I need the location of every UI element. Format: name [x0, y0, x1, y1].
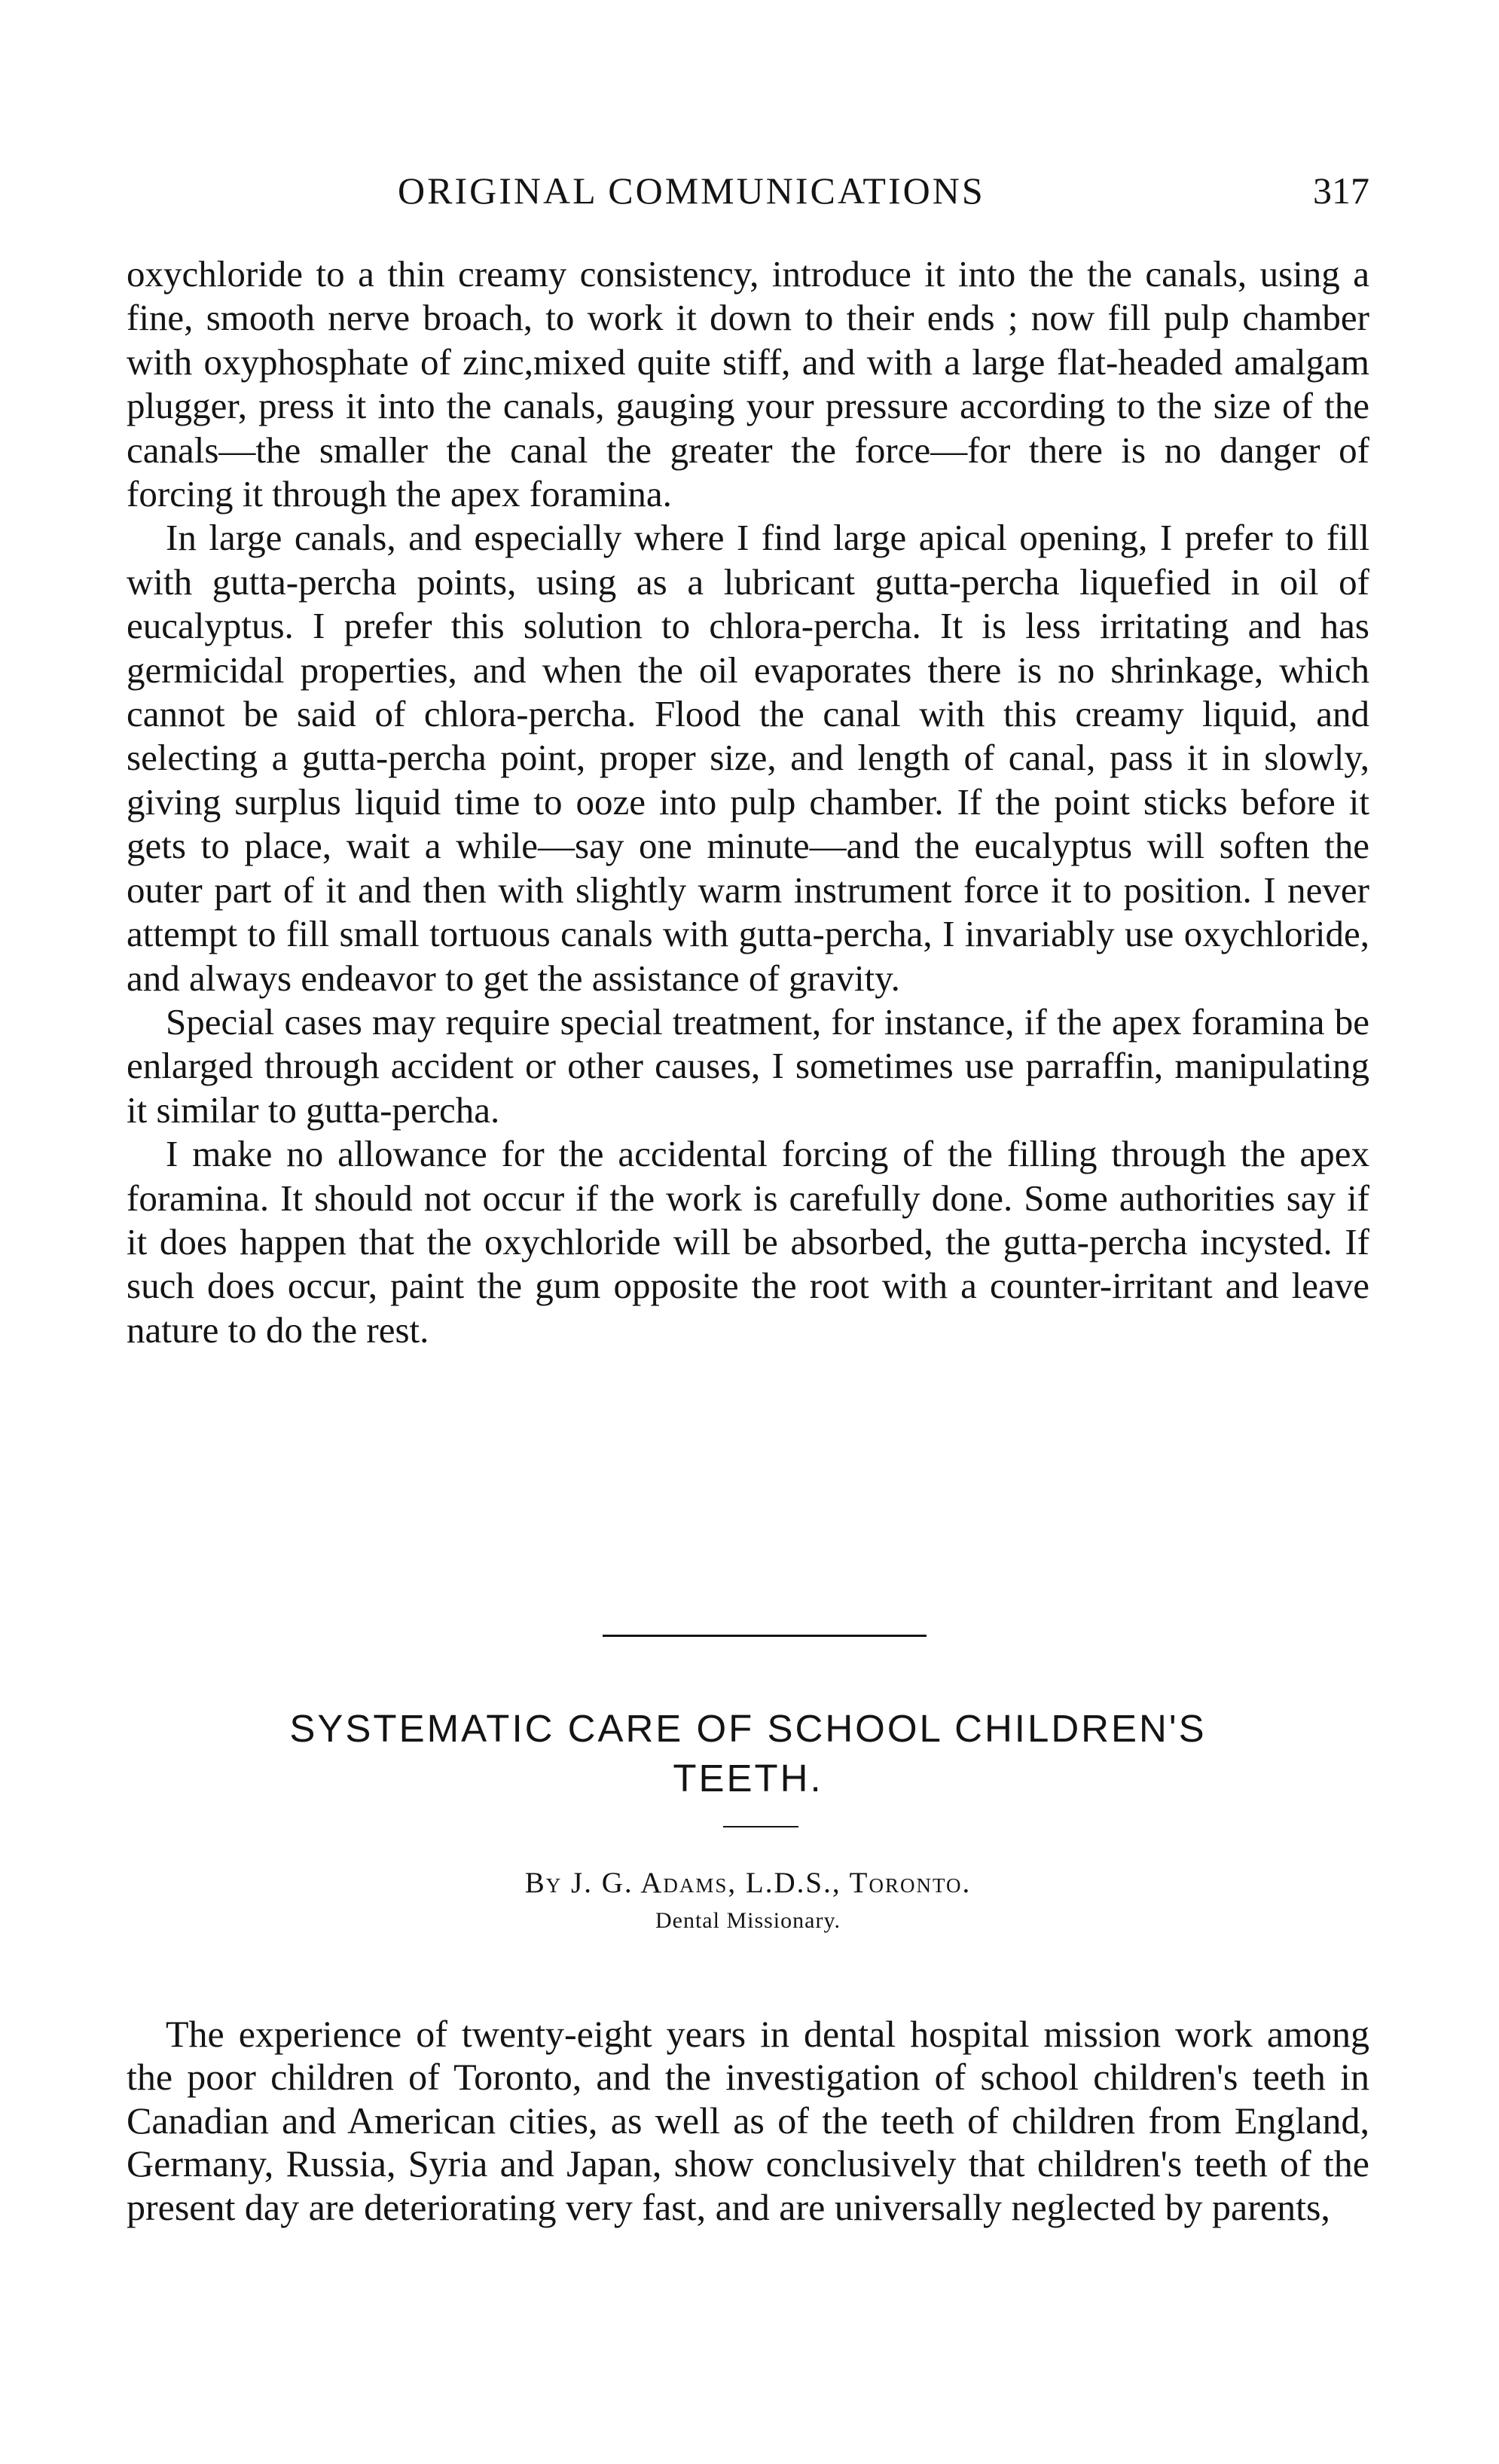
page-number: 317: [1313, 169, 1369, 212]
article-title-line-2: TEETH.: [673, 1757, 823, 1800]
byline-role: Dental Missionary.: [655, 1908, 841, 1933]
paragraph-1: oxychloride to a thin creamy consistency, introduce it into the the canals, using a fine, smooth nerve broach, to work it down to their ends ; now fill pulp chamber with oxyphosphate of zinc,mixed quite stiff, and with a large flat-headed amalgam plugger, press it into the canals, gauging your pressure according to the size of the canals—the smaller the canal the greater the force—for there is no danger of forcing it through the apex foramina.: [127, 253, 1369, 515]
running-head-title: ORIGINAL COMMUNICATIONS: [398, 169, 985, 212]
section-divider: [603, 1635, 927, 1637]
running-head: [398, 164, 1369, 217]
article-body: [127, 2013, 1369, 2229]
title-underline: [723, 1826, 798, 1827]
article-title: [127, 1704, 1369, 1803]
byline: By J. G. Adams, L.D.S., Toronto.: [524, 1867, 972, 1899]
paragraph-4: I make no allowance for the accidental forcing of the filling through the apex foramina. It should not occur if the work is carefully done. Some authorities say if it does happen that the oxychloride will be absorbed, the gutta-percha incysted. If such does occur, paint the gum opposite the root with a counter-irritant and leave nature to do the rest.: [127, 1133, 1369, 1351]
body-text: [127, 252, 1369, 1352]
article-title-line-1: SYSTEMATIC CARE OF SCHOOL CHILDREN'S: [289, 1707, 1207, 1750]
article-opening-paragraph: The experience of twenty-eight years in dental hospital mission work among the poor children of Toronto, and the investigation of school children's teeth in Canadian and American cities, as well as of the teeth of children from England, Germany, Russia, Syria and Japan, show conclusively that children's teeth of the present day are deteriorating very fast, and are universally neglected by parents,: [127, 2013, 1369, 2228]
paragraph-3: Special cases may require special treatment, for instance, if the apex foramina be enlarged through accident or other causes, I sometimes use parraffin, manipulating it similar to gutta-percha.: [127, 1000, 1369, 1131]
paragraph-2: In large canals, and especially where I find large apical opening, I prefer to fill with gutta-percha points, using as a lubricant gutta-percha liquefied in oil of eucalyptus. I prefer this solution to chlora-percha. It is less irritating and has germicidal properties, and when the oil evaporates there is no shrinkage, which cannot be said of chlora-percha. Flood the canal with this creamy liquid, and selecting a gutta-percha point, proper size, and length of canal, pass it in slowly, giving surplus liquid time to ooze into pulp chamber. If the point sticks before it gets to place, wait a while—say one minute—and the eucalyptus will soften the outer part of it and then with slightly warm instrument force it to position. I never attempt to fill small tortuous canals with gutta-percha, I invariably use oxychloride, and always endeavor to get the assistance of gravity.: [127, 517, 1369, 999]
